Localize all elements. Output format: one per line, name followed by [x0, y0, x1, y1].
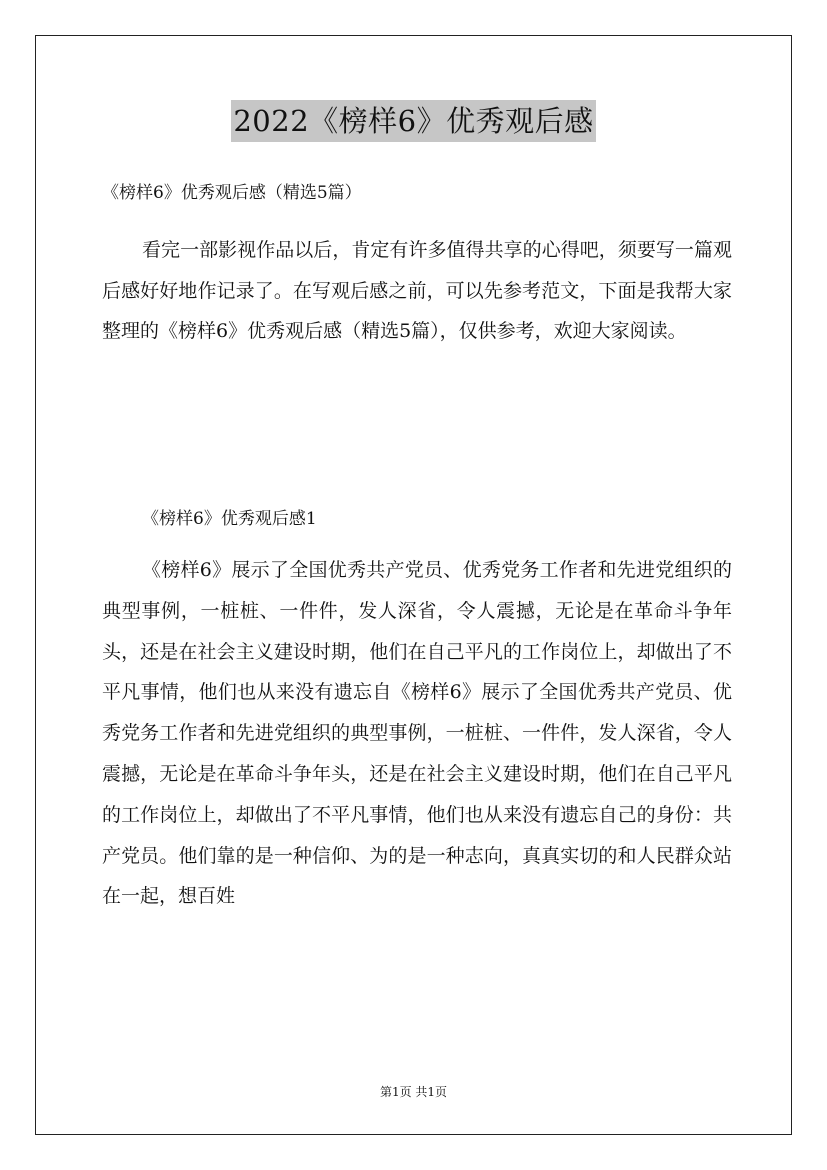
- section-body-paragraph: 《榜样6》展示了全国优秀共产党员、优秀党务工作者和先进党组织的典型事例，一桩桩、一件件，发人深省，令人震撼，无论是在革命斗争年头，还是在社会主义建设时期，他们在自己平凡的工作岗位上，却做出了不平凡事情，他们也从来没有遗忘自《榜样6》展示了全国优秀共产党员、优秀党务工作者和先进党组织的典型事例，一桩桩、一件件，发人深省，令人震撼，无论是在革命斗争年头，还是在社会主义建设时期，他们在自己平凡的工作岗位上，却做出了不平凡事情，他们也从来没有遗忘自己的身份：共产党员。他们靠的是一种信仰、为的是一种志向，真真实切的和人民群众站在一起，想百姓: [102, 559, 732, 908]
- document-title-block: [0, 100, 827, 142]
- section-heading: 《榜样6》优秀观后感1: [142, 509, 317, 529]
- page-footer: 第1页 共1页: [379, 1085, 448, 1099]
- document-subtitle: 《榜样6》优秀观后感（精选5篇）: [102, 183, 362, 203]
- document-title: 2022《榜样6》优秀观后感: [231, 100, 595, 142]
- intro-paragraph: 看完一部影视作品以后，肯定有许多值得共享的心得吧，须要写一篇观后感好好地作记录了。在写观后感之前，可以先参考范文，下面是我帮大家整理的《榜样6》优秀观后感（精选5篇），仅供参考，欢迎大家阅读。: [102, 239, 732, 342]
